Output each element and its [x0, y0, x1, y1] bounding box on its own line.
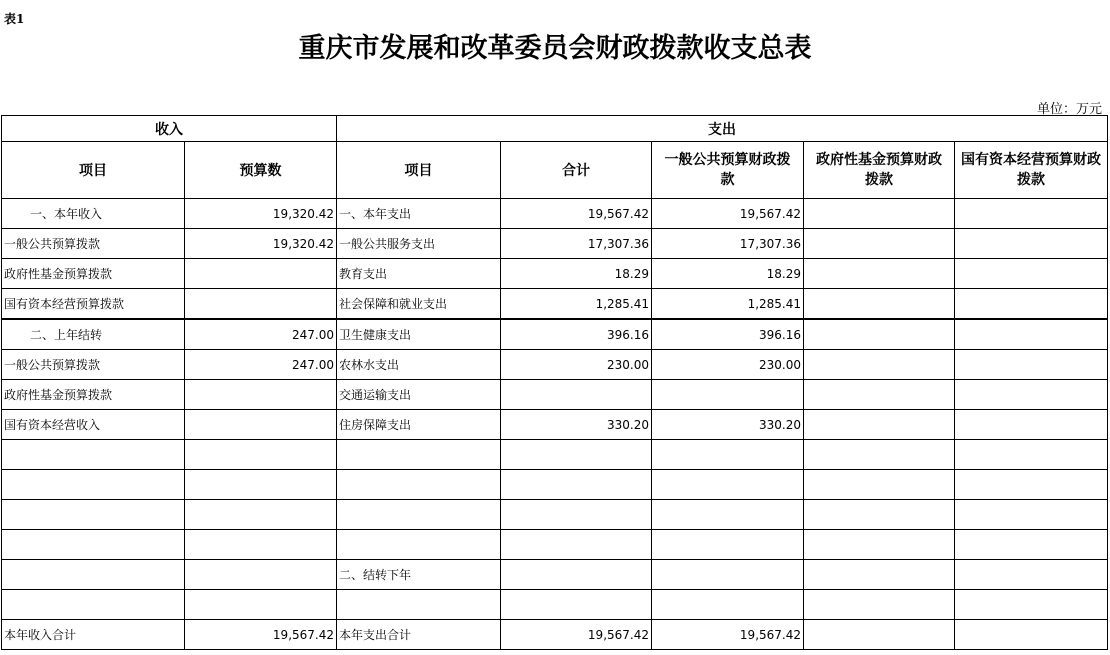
income-amount-cell — [185, 440, 337, 470]
income-amount-cell — [185, 470, 337, 500]
state-capital-cell — [955, 620, 1108, 650]
page-title: 重庆市发展和改革委员会财政拨款收支总表 — [298, 33, 812, 64]
total-amount-cell — [501, 440, 652, 470]
income-item-cell: 二、上年结转 — [2, 319, 185, 350]
fund-budget-cell — [804, 410, 955, 440]
table-row — [2, 199, 1108, 229]
total-amount-cell — [501, 470, 652, 500]
general-budget-cell — [652, 530, 804, 560]
expense-item-cell: 卫生健康支出 — [337, 319, 501, 350]
income-amount-cell — [185, 500, 337, 530]
state-capital-cell — [955, 560, 1108, 590]
income-amount-cell: 247.00 — [185, 319, 337, 350]
table-row — [2, 380, 1108, 410]
table-row — [2, 500, 1108, 530]
expense-item-cell: 二、结转下年 — [337, 560, 501, 590]
state-capital-cell — [955, 530, 1108, 560]
state-capital-cell — [955, 380, 1108, 410]
expense-item-cell: 交通运输支出 — [337, 380, 501, 410]
general-budget-cell — [652, 380, 804, 410]
table-row — [2, 289, 1108, 320]
state-capital-cell — [955, 199, 1108, 229]
total-amount-cell: 18.29 — [501, 259, 652, 289]
table-row — [2, 410, 1108, 440]
state-capital-cell — [955, 590, 1108, 620]
income-item-cell: 政府性基金预算拨款 — [2, 380, 185, 410]
state-capital-cell — [955, 350, 1108, 380]
fund-budget-cell — [804, 590, 955, 620]
general-budget-cell: 17,307.36 — [652, 229, 804, 259]
total-amount-cell: 17,307.36 — [501, 229, 652, 259]
general-budget-cell: 19,567.42 — [652, 620, 804, 650]
income-item-cell — [2, 440, 185, 470]
fund-budget-cell — [804, 289, 955, 320]
budget-header: 预算数 — [185, 142, 337, 199]
general-budget-cell — [652, 500, 804, 530]
table-row — [2, 560, 1108, 590]
table-row — [2, 470, 1108, 500]
expense-item-cell: 社会保障和就业支出 — [337, 289, 501, 320]
expense-item-cell: 住房保障支出 — [337, 410, 501, 440]
income-item-cell: 一、本年收入 — [2, 199, 185, 229]
income-header: 收入 — [2, 116, 337, 142]
table-number-label: 表1 — [4, 12, 25, 26]
fund-budget-cell — [804, 530, 955, 560]
expense-header: 支出 — [337, 116, 1108, 142]
expense-item-header: 项目 — [337, 142, 501, 199]
fund-budget-cell — [804, 350, 955, 380]
state-capital-cell — [955, 410, 1108, 440]
fund-budget-cell — [804, 440, 955, 470]
header-row-group — [2, 116, 1108, 142]
total-amount-cell — [501, 380, 652, 410]
state-capital-cell — [955, 289, 1108, 320]
income-item-cell — [2, 500, 185, 530]
income-item-cell — [2, 560, 185, 590]
income-amount-cell — [185, 530, 337, 560]
total-amount-cell: 1,285.41 — [501, 289, 652, 320]
general-budget-cell: 19,567.42 — [652, 199, 804, 229]
table-row — [2, 319, 1108, 350]
income-amount-cell — [185, 380, 337, 410]
table-row — [2, 350, 1108, 380]
income-amount-cell: 19,567.42 — [185, 620, 337, 650]
expense-item-cell: 一般公共服务支出 — [337, 229, 501, 259]
income-amount-cell: 19,320.42 — [185, 229, 337, 259]
state-capital-cell — [955, 470, 1108, 500]
total-amount-cell: 230.00 — [501, 350, 652, 380]
total-header: 合计 — [501, 142, 652, 199]
finance-table — [1, 115, 1108, 650]
total-amount-cell — [501, 530, 652, 560]
income-item-header: 项目 — [2, 142, 185, 199]
state-capital-cell — [955, 259, 1108, 289]
general-budget-cell: 1,285.41 — [652, 289, 804, 320]
general-budget-cell — [652, 440, 804, 470]
state-capital-cell — [955, 229, 1108, 259]
state-capital-cell — [955, 319, 1108, 350]
header-row-columns — [2, 142, 1108, 199]
fund-budget-cell — [804, 229, 955, 259]
general-budget-header: 一般公共预算财政拨款 — [652, 142, 804, 199]
general-budget-cell: 330.20 — [652, 410, 804, 440]
income-item-cell — [2, 590, 185, 620]
general-budget-cell: 230.00 — [652, 350, 804, 380]
income-item-cell — [2, 530, 185, 560]
income-item-cell: 国有资本经营收入 — [2, 410, 185, 440]
expense-item-cell — [337, 590, 501, 620]
expense-item-cell: 一、本年支出 — [337, 199, 501, 229]
income-amount-cell — [185, 289, 337, 320]
income-item-cell: 政府性基金预算拨款 — [2, 259, 185, 289]
expense-item-cell — [337, 470, 501, 500]
table-row — [2, 590, 1108, 620]
expense-item-cell: 教育支出 — [337, 259, 501, 289]
income-amount-cell — [185, 560, 337, 590]
income-item-cell: 国有资本经营预算拨款 — [2, 289, 185, 320]
fund-budget-cell — [804, 259, 955, 289]
income-amount-cell — [185, 259, 337, 289]
general-budget-cell — [652, 590, 804, 620]
income-amount-cell: 19,320.42 — [185, 199, 337, 229]
table-row — [2, 620, 1108, 650]
general-budget-cell — [652, 560, 804, 590]
expense-item-cell — [337, 440, 501, 470]
fund-budget-cell — [804, 319, 955, 350]
expense-item-cell: 农林水支出 — [337, 350, 501, 380]
state-capital-cell — [955, 440, 1108, 470]
table-row — [2, 530, 1108, 560]
table-row — [2, 440, 1108, 470]
fund-budget-cell — [804, 470, 955, 500]
general-budget-cell: 396.16 — [652, 319, 804, 350]
general-budget-cell: 18.29 — [652, 259, 804, 289]
total-amount-cell — [501, 590, 652, 620]
table-row — [2, 259, 1108, 289]
income-amount-cell: 247.00 — [185, 350, 337, 380]
expense-item-cell — [337, 530, 501, 560]
total-amount-cell: 19,567.42 — [501, 199, 652, 229]
total-amount-cell: 19,567.42 — [501, 620, 652, 650]
fund-budget-cell — [804, 500, 955, 530]
fund-budget-cell — [804, 620, 955, 650]
fund-budget-cell — [804, 560, 955, 590]
income-item-cell: 本年收入合计 — [2, 620, 185, 650]
total-amount-cell: 396.16 — [501, 319, 652, 350]
unit-label: 单位：万元 — [1036, 102, 1102, 117]
income-item-cell: 一般公共预算拨款 — [2, 229, 185, 259]
total-amount-cell: 330.20 — [501, 410, 652, 440]
total-amount-cell — [501, 560, 652, 590]
fund-budget-cell — [804, 199, 955, 229]
state-capital-header: 国有资本经营预算财政拨款 — [955, 142, 1108, 199]
fund-budget-header: 政府性基金预算财政拨款 — [804, 142, 955, 199]
income-item-cell — [2, 470, 185, 500]
income-amount-cell — [185, 590, 337, 620]
table-row — [2, 229, 1108, 259]
expense-item-cell: 本年支出合计 — [337, 620, 501, 650]
general-budget-cell — [652, 470, 804, 500]
income-item-cell: 一般公共预算拨款 — [2, 350, 185, 380]
total-amount-cell — [501, 500, 652, 530]
fund-budget-cell — [804, 380, 955, 410]
state-capital-cell — [955, 500, 1108, 530]
income-amount-cell — [185, 410, 337, 440]
expense-item-cell — [337, 500, 501, 530]
